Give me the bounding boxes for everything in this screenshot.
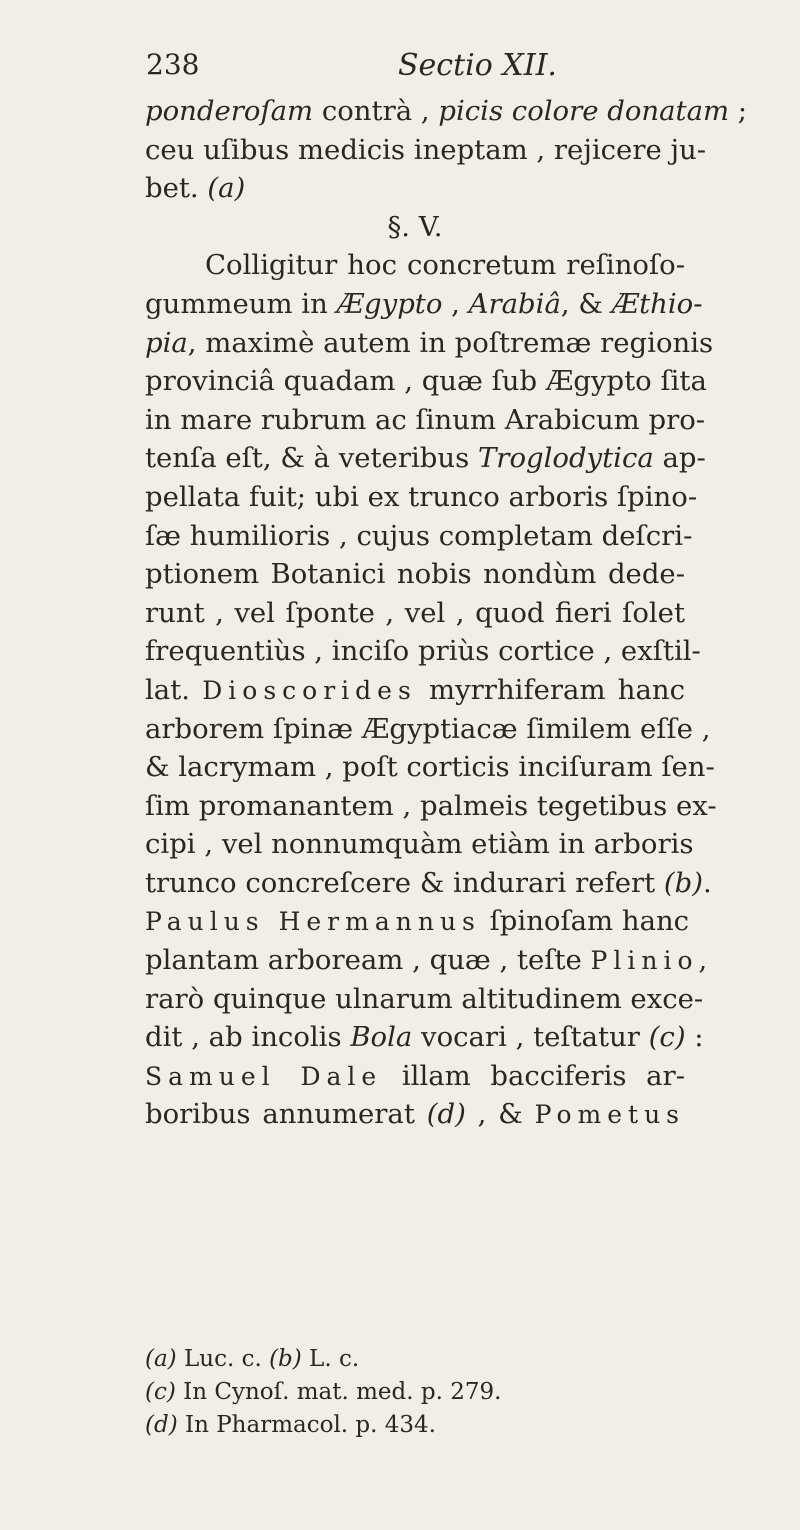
text-run: pellata fuit; ubi ex trunco arboris ſpino- [145, 480, 698, 513]
text-line [145, 1018, 704, 1057]
text-line [145, 401, 706, 440]
text-line [145, 555, 685, 594]
text-run: §. V. [387, 210, 443, 243]
italic-text: Bola [350, 1021, 413, 1054]
text-run: tenſa eſt, & à veteribus [145, 442, 478, 475]
footnote [145, 1343, 665, 1376]
text-run: ſpinoſam hanc [480, 905, 690, 938]
author-name: Samuel Dale [145, 1061, 383, 1091]
text-run: & lacrymam , poſt corticis inciſuram ſen- [145, 751, 715, 784]
text-run: Luc. c. [176, 1346, 270, 1372]
italic-text: (c) [145, 1379, 176, 1405]
text-line [145, 92, 748, 131]
text-run: cipi , vel nonnumquàm etiàm in arboris [145, 828, 694, 861]
text-run: ap- [653, 442, 706, 475]
text-line [145, 517, 693, 556]
text-line [145, 246, 685, 285]
text-run: plantam arboream , quæ , teſte [145, 944, 591, 977]
text-line [145, 710, 711, 749]
author-name: Plinio [590, 946, 699, 976]
text-line [145, 285, 703, 324]
text-line [145, 208, 685, 247]
text-line [145, 671, 685, 710]
text-line [145, 1095, 685, 1134]
text-run: illam bacciferis ar- [382, 1059, 685, 1092]
italic-text: (a) [145, 1346, 177, 1372]
footnote [145, 1376, 665, 1409]
text-line [145, 594, 685, 633]
text-run: , [442, 287, 469, 320]
text-run: : [685, 1021, 704, 1054]
text-run: bet. [145, 172, 208, 205]
text-run: , & [465, 1098, 535, 1131]
italic-text: (b) [269, 1346, 302, 1372]
footnote [145, 1409, 665, 1442]
text-line [145, 439, 706, 478]
text-run: in mare rubrum ac ſinum Arabicum pro- [145, 403, 706, 436]
text-line [145, 864, 712, 903]
text-run: , [698, 944, 708, 977]
italic-text: (a) [207, 172, 246, 205]
text-run: In Pharmacol. p. 434. [177, 1412, 436, 1438]
italic-text: pia [145, 326, 188, 359]
italic-text: picis colore donatam [438, 95, 730, 127]
text-run: myrrhiferam hanc [416, 673, 685, 706]
footnotes [145, 1343, 665, 1442]
text-line [145, 1057, 685, 1096]
author-name: Dioscorides [202, 675, 417, 705]
text-run: rarò quinque ulnarum altitudinem exce- [145, 982, 704, 1015]
text-run: runt , vel ſponte , vel , quod fieri ſolet [145, 596, 685, 629]
text-run: ceu uſibus medicis ineptam , rejicere ju- [145, 133, 707, 166]
text-line [145, 478, 698, 517]
italic-text: (d) [145, 1412, 178, 1438]
text-line [145, 748, 715, 787]
text-line [145, 902, 690, 941]
text-run: gummeum in [145, 287, 337, 320]
text-line [145, 632, 701, 671]
text-line [145, 980, 704, 1019]
text-line [145, 825, 694, 864]
text-run: ptionem Botanici nobis nondùm dede- [145, 558, 685, 591]
text-run: In Cynoſ. mat. med. p. 279. [175, 1379, 502, 1405]
page-number: 238 [146, 48, 200, 81]
text-run: boribus annumerat [145, 1098, 427, 1131]
text-run: ; [729, 95, 748, 127]
running-head [128, 44, 648, 88]
italic-text: Æthio- [611, 287, 703, 320]
text-line [145, 787, 717, 826]
text-run: frequentiùs , inciſo priùs cortice , exſtil- [145, 635, 701, 668]
author-name: Pometus [534, 1100, 685, 1130]
text-run: Colligitur hoc concretum reſinoſo- [205, 249, 685, 282]
text-run: provinciâ quadam , quæ ſub Ægypto ſita [145, 365, 707, 398]
italic-text: Ægypto [336, 287, 443, 320]
italic-text: Arabiâ [468, 287, 561, 320]
text-run: vocari , teſtatur [412, 1021, 649, 1054]
text-line [145, 362, 707, 401]
text-line [145, 131, 707, 170]
text-run: ſæ humilioris , cujus completam deſcri- [145, 519, 693, 552]
text-run: arborem ſpinæ Ægyptiacæ ſimilem eſſe , [145, 712, 711, 745]
text-line [145, 169, 685, 208]
italic-text: Troglodytica [477, 442, 654, 475]
text-run: lat. [145, 673, 203, 706]
section-title: Sectio XII. [398, 48, 557, 83]
text-run: ſim promanantem , palmeis tegetibus ex- [145, 789, 717, 822]
text-run: . [702, 866, 712, 899]
text-run: , maximè autem in poſtremæ regionis [187, 326, 714, 359]
text-line [145, 941, 708, 980]
body-text [145, 92, 748, 1134]
italic-text: (c) [648, 1021, 686, 1054]
text-run: L. c. [301, 1346, 360, 1372]
text-run: dit , ab incolis [145, 1021, 351, 1054]
text-run: , & [560, 287, 612, 320]
italic-text: ponderoſam [145, 95, 314, 127]
author-name: Paulus Hermannus [145, 907, 481, 937]
italic-text: (b) [663, 866, 703, 899]
text-line [145, 324, 714, 363]
italic-text: (d) [426, 1098, 466, 1131]
text-run: trunco concreſcere & indurari refert [145, 866, 664, 899]
text-run: contrà , [313, 95, 439, 127]
